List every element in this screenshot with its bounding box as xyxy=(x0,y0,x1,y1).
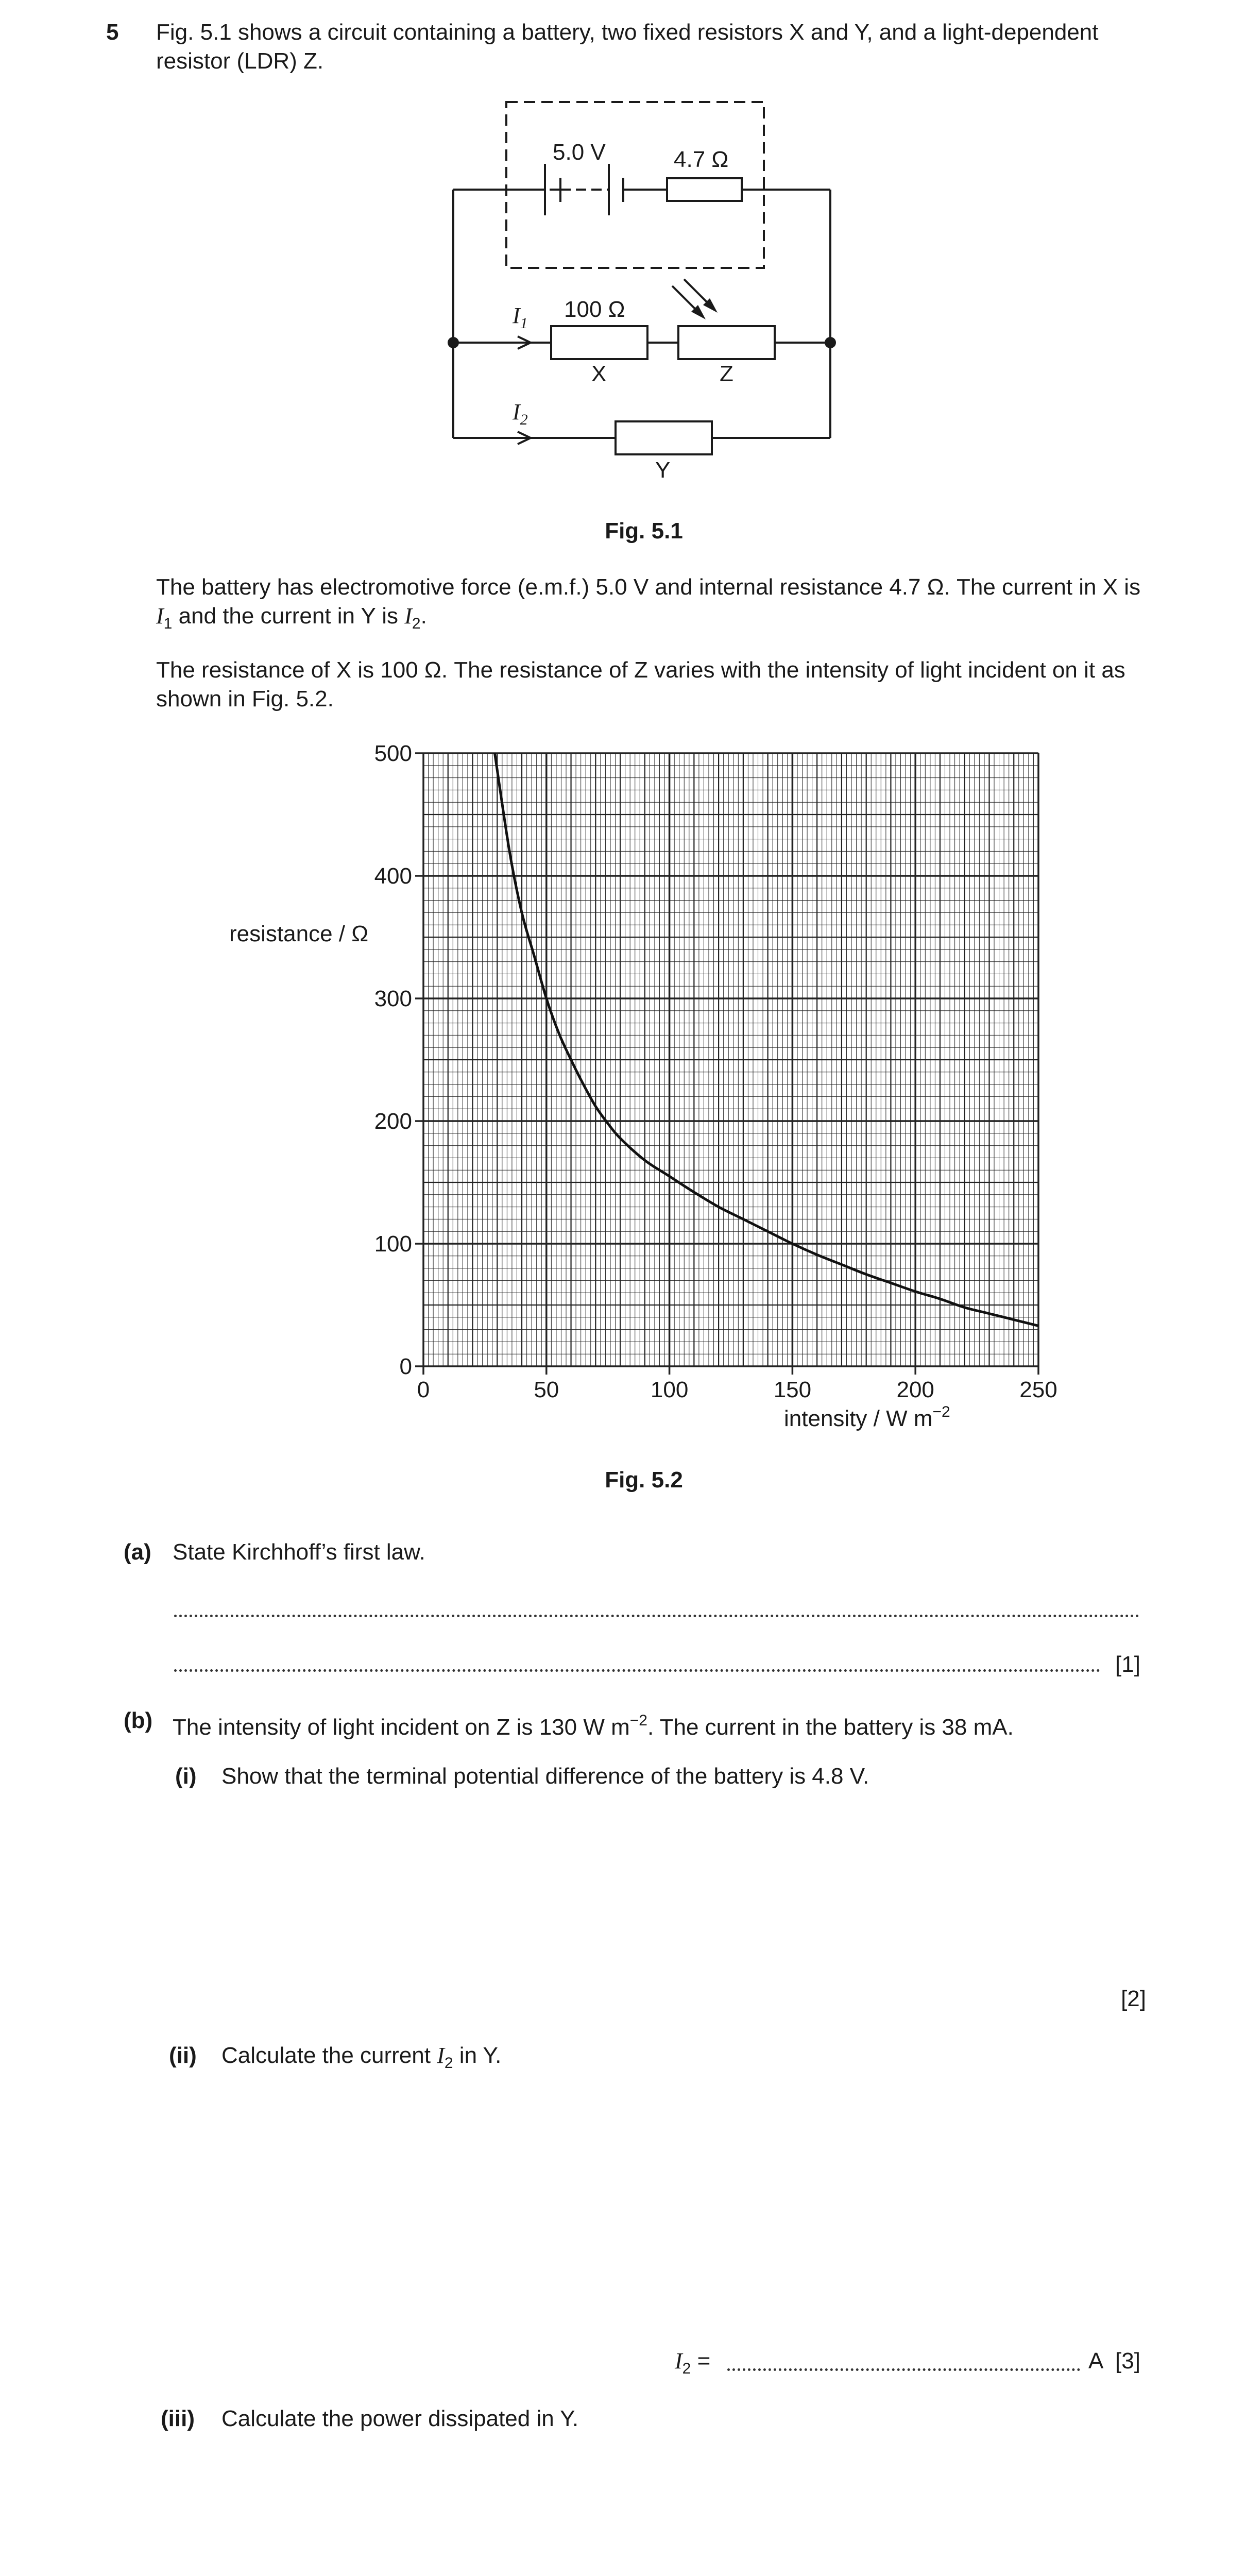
y-tick-label: 400 xyxy=(374,863,412,889)
x-tick-label: 0 xyxy=(417,1377,430,1402)
current-i2-label: $I_2$ xyxy=(513,399,528,428)
part-biii-question: Calculate the power dissipated in Y. xyxy=(221,2406,579,2431)
x-tick-label: 250 xyxy=(1019,1377,1057,1402)
y-tick-label: 200 xyxy=(374,1109,412,1134)
fig-5-1-caption: Fig. 5.1 xyxy=(605,518,683,544)
resistor-x-label: X xyxy=(591,361,607,386)
x-axis-label: intensity / W $m^{-2}$ xyxy=(784,1403,950,1431)
part-a-answer-line-1[interactable] xyxy=(174,1615,1139,1617)
part-b-label: (b) xyxy=(124,1708,153,1733)
y-tick-label: 500 xyxy=(374,741,412,766)
ldr-z-label: Z xyxy=(720,361,733,386)
y-tick-label: 300 xyxy=(374,986,412,1011)
para1-line1: The battery has electromotive force (e.m.f.) 5.0 V and internal resistance 4.7 Ω. The current in X is xyxy=(156,574,1141,600)
part-biii-label: (iii) xyxy=(161,2406,195,2431)
part-bii-unit: A xyxy=(1088,2348,1104,2374)
para2-line2: shown in Fig. 5.2. xyxy=(156,686,334,711)
x-tick-label: 150 xyxy=(773,1377,812,1402)
y-tick-label: 0 xyxy=(399,1354,412,1379)
part-bii-mark: [3] xyxy=(1115,2348,1140,2374)
emf-label: 5.0 V xyxy=(553,140,606,165)
para1-line2: $I_1$ and the current in Y is $I_2$. xyxy=(156,603,427,632)
question-intro-line2: resistor (LDR) Z. xyxy=(156,48,324,74)
x-resistance-label: 100 Ω xyxy=(564,297,625,322)
current-i1-label: $I_1$ xyxy=(513,303,528,332)
part-bi-label: (i) xyxy=(175,1764,197,1789)
question-intro-line1: Fig. 5.1 shows a circuit containing a battery, two fixed resistors X and Y, and a light-dependent xyxy=(156,20,1099,45)
part-b-stem: The intensity of light incident on Z is 130 W $m^{-2}$. The current in the battery is 38 mA. xyxy=(173,1712,1014,1740)
para2-line1: The resistance of X is 100 Ω. The resistance of Z varies with the intensity of light incident on it as xyxy=(156,657,1125,683)
part-a-answer-line-2[interactable] xyxy=(174,1669,1100,1672)
x-tick-label: 50 xyxy=(534,1377,559,1402)
y-tick-label: 100 xyxy=(374,1231,412,1257)
resistor-y-label: Y xyxy=(655,457,671,483)
x-tick-label: 200 xyxy=(896,1377,934,1402)
part-bii-question: Calculate the current $I_2$ in Y. xyxy=(221,2043,502,2072)
part-bii-label: (ii) xyxy=(169,2043,197,2068)
x-tick-label: 100 xyxy=(650,1377,689,1402)
question-number: 5 xyxy=(106,20,119,45)
fig-5-2-caption: Fig. 5.2 xyxy=(605,1467,683,1493)
part-a-question: State Kirchhoff’s first law. xyxy=(173,1539,425,1565)
internal-resistance-label: 4.7 Ω xyxy=(674,147,729,172)
part-a-label: (a) xyxy=(124,1539,151,1565)
part-bii-answer-field[interactable] xyxy=(727,2368,1080,2371)
part-bii-answer-label: $I_2$ = xyxy=(675,2348,711,2377)
y-axis-label: resistance / Ω xyxy=(229,921,369,946)
part-bi-question: Show that the terminal potential difference of the battery is 4.8 V. xyxy=(221,1764,869,1789)
part-bi-mark: [2] xyxy=(1121,1986,1146,2011)
graph-grid xyxy=(423,753,1038,1366)
part-a-mark: [1] xyxy=(1115,1652,1140,1677)
